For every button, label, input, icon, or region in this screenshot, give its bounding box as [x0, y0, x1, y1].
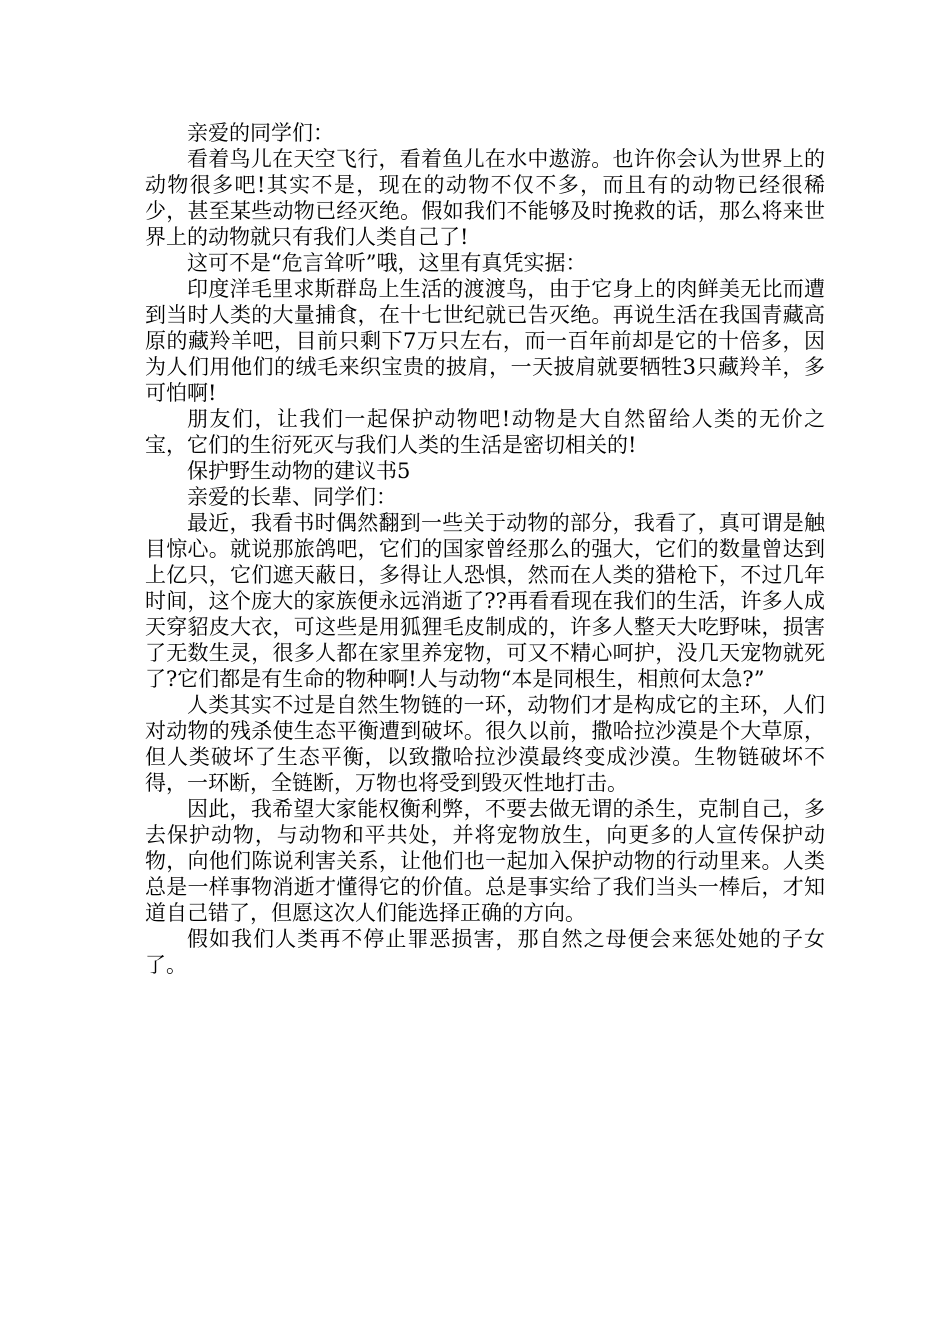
section-title: 保护野生动物的建议书5: [187, 459, 411, 483]
body-paragraph: 人类其实不过是自然生物链的一环，动物们才是构成它的主环，人们对动物的残杀使生态平衡遭到破坏。很久以前，撒哈拉沙漠是个大草原，但人类破坏了生态平衡，以致撒哈拉沙漠最终变成沙漠。生物链破坏不得，一环断，全链断，万物也将受到毁灭性地打击。: [145, 693, 825, 795]
body-paragraph: 看着鸟儿在天空飞行，看着鱼儿在水中遨游。也许你会认为世界上的动物很多吧!其实不是，现在的动物不仅不多，而且有的动物已经很稀少，甚至某些动物已经灭绝。假如我们不能够及时挽救的话，那么将来世界上的动物就只有我们人类自己了!: [145, 147, 825, 249]
body-paragraph: 印度洋毛里求斯群岛上生活的渡渡鸟，由于它身上的肉鲜美无比而遭到当时人类的大量捕食，在十七世纪就已告灭绝。再说生活在我国青藏高原的藏羚羊吧，目前只剩下7万只左右，而一百年前却是它的十倍多，因为人们用他们的绒毛来织宝贵的披肩，一天披肩就要牺牲3只藏羚羊，多可怕啊!: [145, 277, 825, 405]
body-paragraph: 朋友们，让我们一起保护动物吧!动物是大自然留给人类的无价之宝，它们的生衍死灭与我们人类的生活是密切相关的!: [145, 407, 825, 457]
greeting-line: 亲爱的同学们：: [187, 121, 334, 145]
body-paragraph: 因此，我希望大家能权衡利弊，不要去做无谓的杀生，克制自己，多去保护动物，与动物和平共处，并将宠物放生，向更多的人宣传保护动物，向他们陈说利害关系，让他们也一起加入保护动物的行动里来。人类总是一样事物消逝才懂得它的价值。总是事实给了我们当头一棒后，才知道自己错了，但愿这次人们能选择正确的方向。: [145, 797, 825, 925]
body-paragraph: 假如我们人类再不停止罪恶损害，那自然之母便会来惩处她的子女了。: [145, 927, 825, 977]
document-page: [145, 120, 825, 978]
body-paragraph: 这可不是“危言耸听”哦，这里有真凭实据：: [187, 251, 587, 275]
body-paragraph: 最近，我看书时偶然翻到一些关于动物的部分，我看了，真可谓是触目惊心。就说那旅鸽吧，它们的国家曾经那么的强大，它们的数量曾达到上亿只，它们遮天蔽日，多得让人恐惧，然而在人类的猎枪下，不过几年时间，这个庞大的家族便永远消逝了??再看看现在我们的生活，许多人成天穿貂皮大衣，可这些是用狐狸毛皮制成的，许多人整天大吃野味，损害了无数生灵，很多人都在家里养宠物，可又不精心呵护，没几天宠物就死了?它们都是有生命的物种啊!人与动物“本是同根生，相煎何太急?”: [145, 511, 825, 691]
greeting-line: 亲爱的长辈、同学们：: [187, 485, 397, 509]
